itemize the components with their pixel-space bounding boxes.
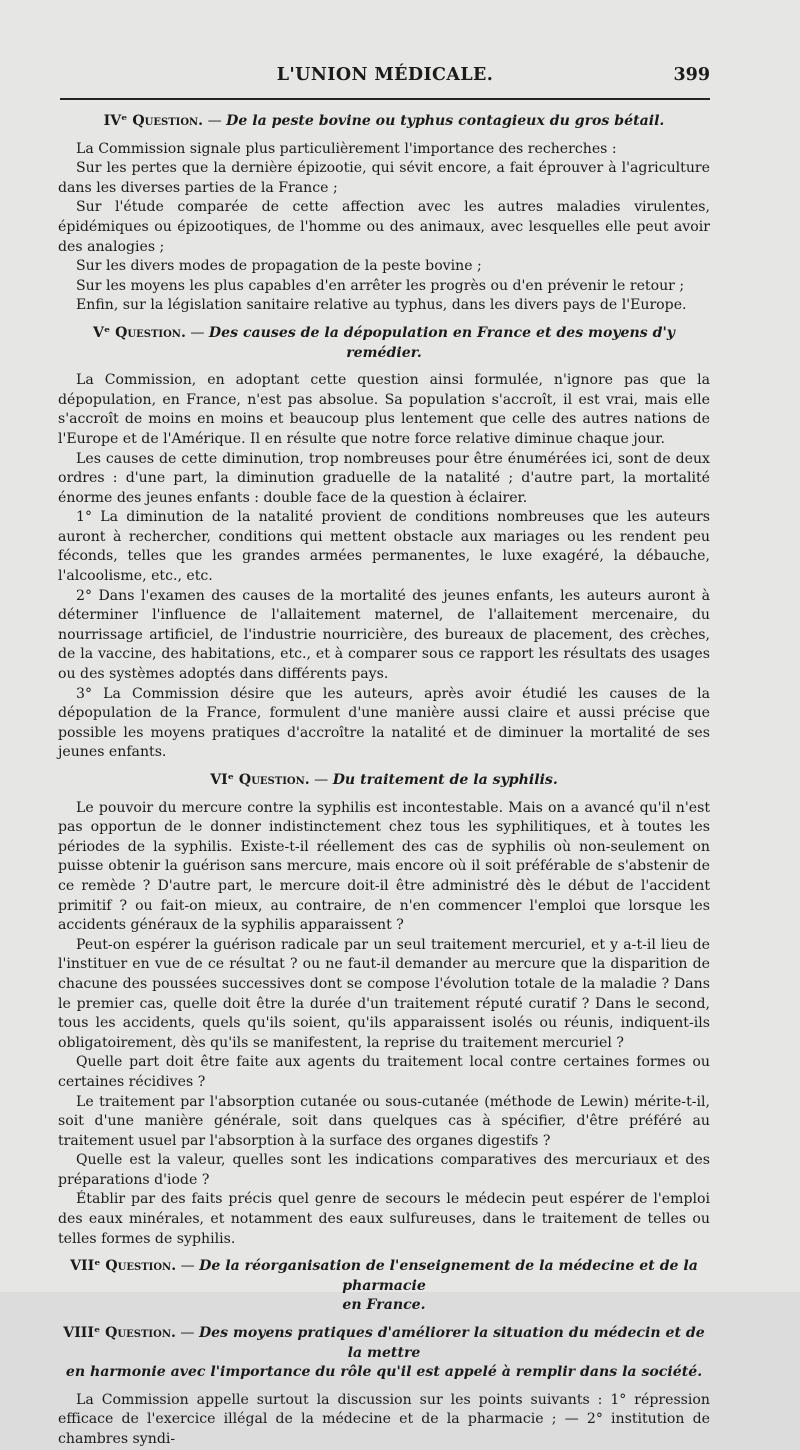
question-title: Des causes de la dépopulation en France et des moyens d'y remédier.: [208, 324, 675, 361]
question-number: Vᵉ Question.: [93, 324, 186, 341]
question-number: IVᵉ Question.: [103, 113, 204, 129]
page-body: [58, 112, 710, 1450]
paragraph: Sur l'étude comparée de cette affection avec les autres maladies virulentes, épidémiques ou épizootiques, de l'homme ou des animaux, avec lesquelles elle peut avoir des analogies ;: [58, 199, 710, 255]
paragraph: Sur les moyens les plus capables d'en arrêter les progrès ou d'en prévenir le retour ;: [76, 277, 685, 294]
question-number: VIIIᵉ Question.: [63, 1325, 176, 1342]
paragraph: Peut-on espérer la guérison radicale par un seul traitement mercuriel, et y a-t-il lieu de l'instituer en vue de ce résultat ? ou ne faut-il demander au mercure que la disparition de chacune des poussées successives dont se compose l'évolution totale de la maladie ? Dans le premier cas, quelle doit être la durée d'un traitement réputé curatif ? Dans le second, tous les accidents, quels qu'ils soient, qu'ils apparaissent isolés ou réunis, indiquent-ils obligatoirement, dès qu'ils se manifestent, la reprise du traitement mercuriel ?: [58, 936, 710, 1051]
paragraph: Le traitement par l'absorption cutanée ou sous-cutanée (méthode de Lewin) mérite-t-il, soit d'une manière générale, soit dans quelques cas à spécifier, d'être préféré au traitement usuel par l'absorption à la surface des organes digestifs ?: [58, 1093, 710, 1149]
paragraph: Quelle part doit être faite aux agents du traitement local contre certaines formes ou certaines récidives ?: [58, 1054, 710, 1090]
question-number: VIIᵉ Question.: [70, 1258, 177, 1275]
paragraph: 1° La diminution de la natalité provient de conditions nombreuses que les auteurs auront à rechercher, conditions qui mettent obstacle aux mariages ou les rendent peu féconds, telles que les grandes armées permanentes, le luxe exagéré, la débauche, l'alcoolisme, etc., etc.: [58, 509, 710, 585]
question-title: De la réorganisation de l'enseignement de la médecine et de la pharmacie: [199, 1258, 698, 1294]
question-4-heading: IVᵉ Question. — De la peste bovine ou typhus contagieux du gros bétail.: [103, 113, 665, 129]
paragraph: La Commission, en adoptant cette question ainsi formulée, n'ignore pas que la dépopulation, en France, n'est pas absolue. Sa population s'accroît, il est vrai, mais elle s'accroît de moins en moins et beaucoup plus lentement que celle des autres nations de l'Europe et de l'Amérique. Il en résulte que notre force relative diminue chaque jour.: [58, 372, 710, 447]
question-title: Des moyens pratiques d'améliorer la situation du médecin et de la mettre: [198, 1325, 705, 1361]
paragraph: Sur les pertes que la dernière épizootie, qui sévit encore, a fait éprouver à l'agriculture dans les diverses parties de la France ;: [58, 160, 710, 196]
question-6-heading: VIᵉ Question. — Du traitement de la syphilis.: [210, 772, 558, 788]
paragraph: Les causes de cette diminution, trop nombreuses pour être énumérées ici, sont de deux ordres : d'une part, la diminution graduelle de la natalité ; d'autre part, la mortalité énorme des jeunes enfants : double face de la question à éclairer.: [58, 450, 710, 506]
question-number: VIᵉ Question.: [210, 772, 310, 788]
page-header: [60, 66, 710, 96]
question-7-heading: VIIᵉ Question. — De la réorganisation de l'enseignement de la médecine et de la pharmacie en France.: [58, 1257, 710, 1316]
question-title: De la peste bovine ou typhus contagieux du gros bétail.: [226, 113, 665, 129]
paragraph: 2° Dans l'examen des causes de la mortalité des jeunes enfants, les auteurs auront à déterminer l'influence de l'allaitement maternel, de l'allaitement mercenaire, du nourrissage artificiel, de l'industrie nourricière, des bureaux de placement, des crèches, de la vaccine, des habitations, etc., et à comparer sous ce rapport les résultats des usages ou des systèmes adoptés dans différents pays.: [58, 587, 710, 683]
question-title-continued: en France.: [342, 1297, 426, 1314]
page-number: 399: [673, 65, 710, 85]
question-title-continued: en harmonie avec l'importance du rôle qu'il est appelé à remplir dans la société.: [65, 1364, 703, 1381]
paragraph: Sur les divers modes de propagation de la peste bovine ;: [76, 258, 482, 275]
question-title: Du traitement de la syphilis.: [332, 772, 558, 788]
paragraph: Établir par des faits précis quel genre de secours le médecin peut espérer de l'emploi des eaux minérales, et notamment des eaux sulfureuses, dans le traitement de telles ou telles formes de syphilis.: [58, 1191, 710, 1247]
paragraph: 3° La Commission désire que les auteurs, après avoir étudié les causes de la dépopulation de la France, formulent d'une manière aussi claire et aussi précise que possible les moyens pratiques d'accroître la natalité et de diminuer la mortalité de ses jeunes enfants.: [58, 685, 710, 761]
paragraph: Enfin, sur la législation sanitaire relative au typhus, dans les divers pays de l'Europe.: [76, 297, 687, 314]
question-8-heading: VIIIᵉ Question. — Des moyens pratiques d'améliorer la situation du médecin et de la mettre en harmonie avec l'importance du rôle qu'il est appelé à remplir dans la société.: [58, 1324, 710, 1383]
paragraph: Le pouvoir du mercure contre la syphilis est incontestable. Mais on a avancé qu'il n'est pas opportun de le donner indistinctement chez tous les syphilitiques, et à toutes les périodes de la syphilis. Existe-t-il réellement des cas de syphilis où non-seulement on puisse obtenir la guérison sans mercure, mais encore où il soit préférable de s'abstenir de ce remède ? D'autre part, le mercure doit-il être administré dès le début de l'accident primitif ? ou fait-on mieux, au contraire, de n'en commencer l'emploi que lorsque les accidents généraux de la syphilis apparaissent ?: [58, 799, 710, 934]
question-5-heading: Vᵉ Question. — Des causes de la dépopulation en France et des moyens d'y remédier.: [93, 324, 675, 361]
running-title: L'UNION MÉDICALE.: [276, 65, 494, 85]
paragraph: La Commission appelle surtout la discussion sur les points suivants : 1° répression efficace de l'exercice illégal de la médecine et de la pharmacie ; — 2° institution de chambres syndi-: [58, 1391, 710, 1447]
header-rule: [60, 98, 710, 100]
paragraph: La Commission signale plus particulièrement l'importance des recherches :: [76, 140, 617, 157]
paragraph: Quelle est la valeur, quelles sont les indications comparatives des mercuriaux et des préparations d'iode ?: [58, 1152, 710, 1188]
